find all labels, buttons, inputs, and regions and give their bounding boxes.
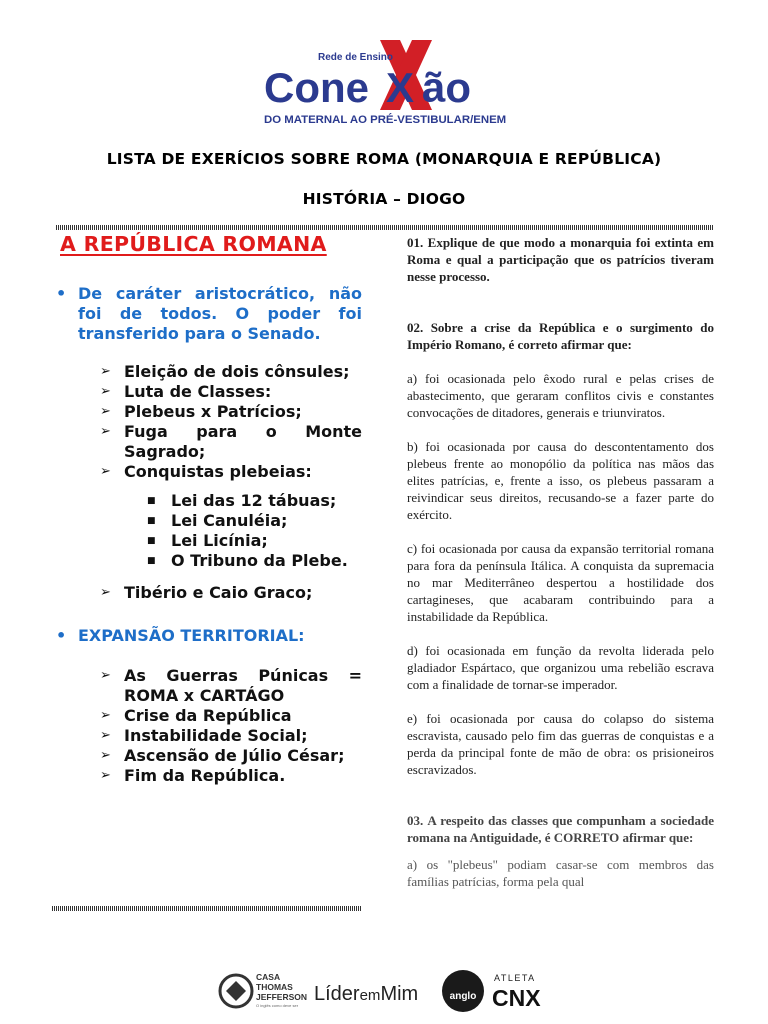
page-subtitle: HISTÓRIA – DIOGO bbox=[302, 190, 466, 208]
arrow-icon: ➢ bbox=[100, 708, 111, 723]
list-item: ■ Lei das 12 tábuas; bbox=[147, 491, 337, 510]
list-item: ■ O Tribuno da Plebe. bbox=[147, 551, 348, 570]
list-item: ➢ Plebeus x Patrícios; bbox=[100, 402, 302, 421]
arrow-icon: ➢ bbox=[100, 404, 111, 419]
arrow-icon: ➢ bbox=[100, 464, 111, 479]
arrow-icon: ➢ bbox=[100, 748, 111, 763]
left-column bbox=[56, 232, 362, 786]
option-3a: a) os "plebeus" podiam casar-se com membros das famílias patrícias, forma pela qual bbox=[407, 857, 714, 889]
list-item: ➢ Ascensão de Júlio César; bbox=[100, 746, 345, 765]
arrow-list bbox=[100, 583, 362, 603]
arrow-icon: ➢ bbox=[100, 768, 111, 783]
list-item: ■ Lei Licínia; bbox=[147, 531, 268, 550]
svg-text:anglo: anglo bbox=[449, 991, 477, 1002]
arrow-list bbox=[100, 362, 362, 482]
square-bullet-icon: ■ bbox=[147, 536, 156, 546]
casa-thomas-jefferson-logo bbox=[220, 972, 307, 1008]
list-item: ➢ Instabilidade Social; bbox=[100, 726, 308, 745]
page-title: LISTA DE EXERÍCIOS SOBRE ROMA (MONARQUIA E REPÚBLICA) bbox=[106, 150, 662, 168]
conexao-logo bbox=[262, 30, 507, 130]
divider-top bbox=[56, 225, 713, 230]
logo-main-b: ão bbox=[422, 64, 472, 111]
arrow-icon: ➢ bbox=[100, 424, 111, 439]
logo-small-text: Rede de Ensino bbox=[318, 52, 394, 63]
svg-text:THOMAS: THOMAS bbox=[256, 982, 293, 992]
square-bullet-icon: ■ bbox=[147, 516, 156, 526]
list-item: ➢ Tibério e Caio Graco; bbox=[100, 583, 313, 602]
list-item: ➢ Fim da República. bbox=[100, 766, 286, 785]
svg-text:CNX: CNX bbox=[492, 985, 541, 1011]
svg-text:O inglês como deve ser: O inglês como deve ser bbox=[256, 1003, 299, 1008]
square-bullet-icon: ■ bbox=[147, 496, 156, 506]
bullet-item bbox=[56, 284, 362, 344]
logo-main-a: Cone bbox=[264, 64, 369, 111]
option-b: b) foi ocasionada por causa do descontentamento dos plebeus frente ao monopólio da política nas mãos das elites patrícias, e, frente a isso, os plebeus passaram a reivindicar seus direitos, recusando-se a fazer parte do exército. bbox=[407, 439, 714, 522]
list-item: ➢ Conquistas plebeias: bbox=[100, 462, 312, 481]
anglo-logo bbox=[442, 970, 484, 1012]
lider-em-mim-logo bbox=[314, 983, 418, 1005]
arrow-icon: ➢ bbox=[100, 384, 111, 399]
option-d: d) foi ocasionada em função da revolta liderada pelo gladiador Espártaco, que organizou uma rebelião escrava com a finalidade de tornar-se imperador. bbox=[407, 643, 714, 692]
bullet-dot: • bbox=[56, 284, 67, 303]
option-e: e) foi ocasionada por causa do colapso do sistema escravista, causado pelo fim das guerras de conquistas e a perda da principal fonte de mão de obra: os prisioneiros escravizados. bbox=[407, 711, 714, 777]
section-heading: A REPÚBLICA ROMANA bbox=[60, 232, 327, 256]
svg-text:CASA: CASA bbox=[256, 972, 281, 982]
atleta-cnx-logo bbox=[492, 973, 541, 1011]
list-item: ■ Lei Canuléia; bbox=[147, 511, 288, 530]
arrow-icon: ➢ bbox=[100, 364, 111, 379]
bullet-text: EXPANSÃO TERRITORIAL: bbox=[78, 626, 305, 645]
bullet-item bbox=[56, 626, 362, 646]
divider-bottom bbox=[52, 906, 362, 911]
arrow-list bbox=[100, 666, 362, 786]
right-column bbox=[407, 234, 714, 890]
question-1: 01. Explique de que modo a monarquia foi extinta em Roma e qual a participação que os patrícios tiveram nesse processo. bbox=[407, 235, 714, 284]
list-item: ➢ Eleição de dois cônsules; bbox=[100, 362, 350, 381]
logo-main-x: X bbox=[386, 64, 415, 111]
list-item: ➢ Fuga para o Monte Sagrado; bbox=[100, 422, 362, 461]
svg-text:LíderemMim: LíderemMim bbox=[314, 983, 419, 1005]
arrow-icon: ➢ bbox=[100, 668, 111, 683]
question-3-number: 03. bbox=[407, 813, 424, 828]
square-list bbox=[147, 491, 362, 571]
option-a: a) foi ocasionada pelo êxodo rural e pelas crises de abastecimento, que geraram conflitos civis e constantes convocações de ditadores, generais e triunviratos. bbox=[407, 371, 714, 420]
option-c: c) foi ocasionada por causa da expansão territorial romana para fora da península Itálica. A conquista da supremacia no mar Mediterrâneo despertou a hostilidade dos cartagineses, que acabaram contribuindo para a instabilidade da República. bbox=[407, 541, 714, 624]
square-bullet-icon: ■ bbox=[147, 556, 156, 566]
arrow-icon: ➢ bbox=[100, 585, 111, 600]
footer-logos bbox=[218, 966, 552, 1016]
list-item: ➢ As Guerras Púnicas = ROMA x CARTÁGO bbox=[100, 666, 362, 705]
bullet-dot: • bbox=[56, 626, 67, 645]
logo-tagline: DO MATERNAL AO PRÉ-VESTIBULAR/ENEM bbox=[264, 114, 507, 126]
list-item: ➢ Crise da República bbox=[100, 706, 292, 725]
svg-text:JEFFERSON: JEFFERSON bbox=[256, 992, 308, 1002]
list-item: ➢ Luta de Classes: bbox=[100, 382, 272, 401]
question-2: 02. Sobre a crise da República e o surgimento do Império Romano, é correto afirmar que: bbox=[407, 320, 714, 352]
question-3 bbox=[407, 812, 714, 846]
svg-text:ATLETA: ATLETA bbox=[494, 973, 536, 983]
question-3-text: A respeito das classes que compunham a sociedade romana na Antiguidade, é CORRETO afirmar que: bbox=[407, 813, 714, 845]
arrow-icon: ➢ bbox=[100, 728, 111, 743]
bullet-text: De caráter aristocrático, não foi de todos. O poder foi transferido para o Senado. bbox=[78, 284, 362, 343]
